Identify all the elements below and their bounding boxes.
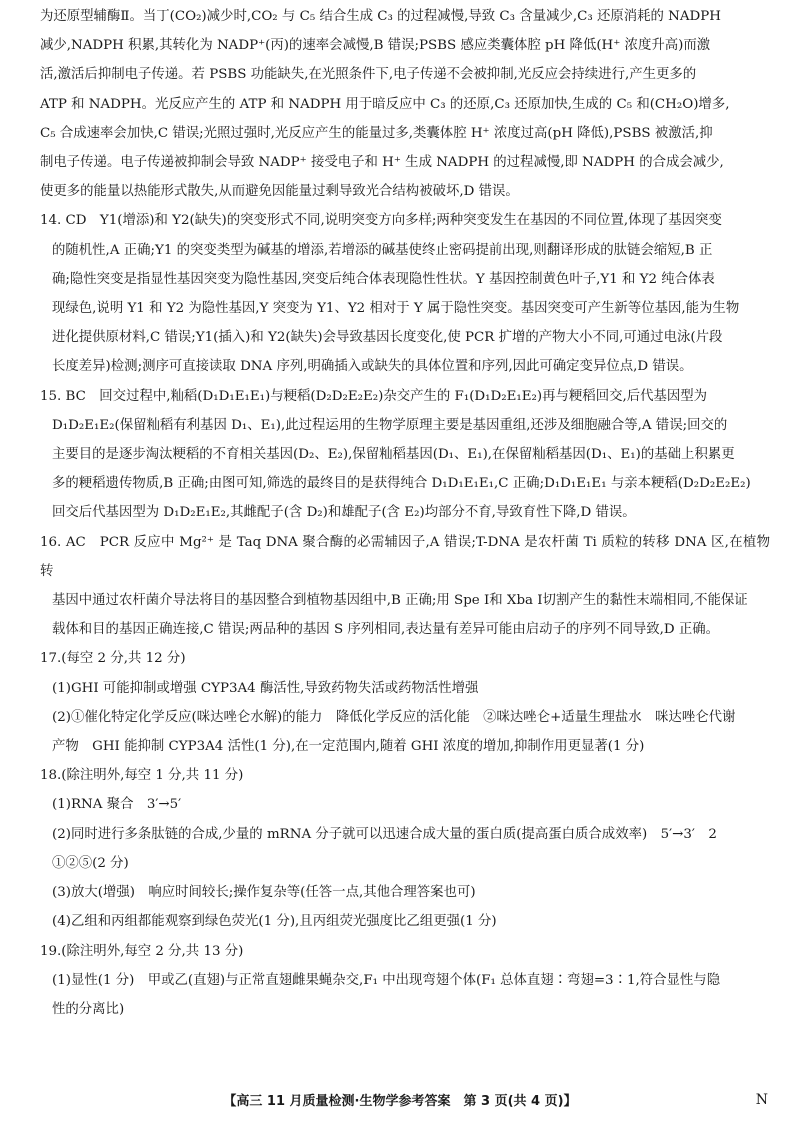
question-15	[40, 382, 770, 528]
text-line: D₁D₂E₁E₂(保留籼稻有利基因 D₁、E₁),此过程运用的生物学原理主要是基因重组,还涉及细胞融合等,A 错误;回交的	[52, 417, 728, 433]
text-line: 使更多的能量以热能形式散失,从而避免因能量过剩导致光合结构被破坏,D 错误。	[40, 184, 519, 200]
question-14	[40, 206, 770, 381]
text-line: 基因中通过农杆菌介导法将目的基因整合到植物基因组中,B 正确;用 Spe Ⅰ和 Xba Ⅰ切割产生的黏性末端相同,不能保证	[52, 593, 748, 609]
text-line: 回交后代基因型为 D₁D₂E₁E₂,其雌配子(含 D₂)和雄配子(含 E₂)均部分不育,导致育性下降,D 错误。	[52, 505, 636, 521]
text-line: 产物 GHI 能抑制 CYP3A4 活性(1 分),在一定范围内,随着 GHI 浓度的增加,抑制作用更显著(1 分)	[52, 739, 645, 755]
text-line: 减少,NADPH 积累,其转化为 NADP⁺(丙)的速率会减慢,B 错误;PSBS 感应类囊体腔 pH 降低(H⁺ 浓度升高)而激	[40, 38, 711, 54]
question-18	[40, 761, 770, 936]
text-line: 15. BC 回交过程中,籼稻(D₁D₁E₁E₁)与粳稻(D₂D₂E₂E₂)杂交产生的 F₁(D₁D₂E₁E₂)再与粳稻回交,后代基因型为	[40, 388, 708, 404]
text-line: 确;隐性突变是指显性基因突变为隐性基因,突变后纯合体表现隐性性状。Y 基因控制黄色叶子,Y1 和 Y2 纯合体表	[52, 271, 715, 287]
text-line: (2)同时进行多条肽链的合成,少量的 mRNA 分子就可以迅速合成大量的蛋白质(提高蛋白质合成效率) 5′→3′ 2	[52, 826, 717, 842]
text-line: 载体和目的基因正确连接,C 错误;两品种的基因 S 序列相同,表达量有差异可能由启动子的序列不同导致,D 正确。	[52, 622, 720, 638]
question-19	[40, 937, 770, 1025]
text-line: 性的分离比)	[52, 1001, 125, 1017]
q13-continuation	[40, 2, 770, 206]
question-heading: 19.(除注明外,每空 2 分,共 13 分)	[40, 943, 244, 959]
answer-content	[40, 2, 770, 1024]
text-line: 长度差异)检测;测序可直接读取 DNA 序列,明确插入或缺失的具体位置和序列,因此可确定变异位点,D 错误。	[52, 359, 693, 375]
text-line: 为还原型辅酶Ⅱ。当丁(CO₂)减少时,CO₂ 与 C₅ 结合生成 C₃ 的过程减慢,导致 C₃ 含量减少,C₃ 还原消耗的 NADPH	[40, 9, 721, 24]
text-line: 现绿色,说明 Y1 和 Y2 为隐性基因,Y 突变为 Y1、Y2 相对于 Y 属于隐性突变。基因突变可产生新等位基因,能为生物	[52, 301, 740, 317]
text-line: 16. AC PCR 反应中 Mg²⁺ 是 Taq DNA 聚合酶的必需辅因子,A 错误;T-DNA 是农杆菌 Ti 质粒的转移 DNA 区,在植物转	[40, 534, 770, 579]
text-line: (1)GHI 可能抑制或增强 CYP3A4 酶活性,导致药物失活或药物活性增强	[52, 680, 479, 696]
text-line: ATP 和 NADPH。光反应产生的 ATP 和 NADPH 用于暗反应中 C₃ 的还原,C₃ 还原加快,生成的 C₅ 和(CH₂O)增多,	[40, 96, 730, 112]
text-line: (3)放大(增强) 响应时间较长;操作复杂等(任答一点,其他合理答案也可)	[52, 885, 476, 901]
text-line: 的随机性,A 正确;Y1 的突变类型为碱基的增添,若增添的碱基使终止密码提前出现,则翻译形成的肽链会缩短,B 正	[52, 242, 713, 258]
footer-mark: N	[755, 1092, 768, 1108]
text-line: (2)①催化特定化学反应(咪达唑仑水解)的能力 降低化学反应的活化能 ②咪达唑仑+适量生理盐水 咪达唑仑代谢	[52, 709, 736, 725]
text-line: 活,激活后抑制电子传递。若 PSBS 功能缺失,在光照条件下,电子传递不会被抑制,光反应会持续进行,产生更多的	[40, 67, 697, 83]
text-line: (4)乙组和丙组都能观察到绿色荧光(1 分),且丙组荧光强度比乙组更强(1 分)	[52, 914, 497, 930]
text-line: (1)RNA 聚合 3′→5′	[52, 797, 182, 813]
text-line: ①②⑤(2 分)	[52, 855, 129, 871]
question-16	[40, 528, 770, 645]
question-heading: 17.(每空 2 分,共 12 分)	[40, 651, 186, 667]
text-line: 多的粳稻遗传物质,B 正确;由图可知,筛选的最终目的是获得纯合 D₁D₁E₁E₁,C 正确;D₁D₁E₁E₁ 与亲本粳稻(D₂D₂E₂E₂)	[52, 476, 751, 492]
question-17	[40, 644, 770, 761]
text-line: 14. CD Y1(增添)和 Y2(缺失)的突变形式不同,说明突变方向多样;两种突变发生在基因的不同位置,体现了基因突变	[40, 213, 722, 229]
page-footer: 【高三 11 月质量检测·生物学参考答案 第 3 页(共 4 页)】	[223, 1094, 577, 1109]
text-line: (1)显性(1 分) 甲或乙(直翅)与正常直翅雌果蝇杂交,F₁ 中出现弯翅个体(F₁ 总体直翅∶弯翅=3∶1,符合显性与隐	[52, 972, 721, 988]
question-heading: 18.(除注明外,每空 1 分,共 11 分)	[40, 768, 244, 784]
text-line: 主要目的是逐步淘汰粳稻的不育相关基因(D₂、E₂),保留籼稻基因(D₁、E₁),在保留籼稻基因(D₁、E₁)的基础上积累更	[52, 447, 735, 463]
text-line: C₅ 合成速率会加快,C 错误;光照过强时,光反应产生的能量过多,类囊体腔 H⁺ 浓度过高(pH 降低),PSBS 被激活,抑	[40, 125, 713, 141]
text-line: 进化提供原材料,C 错误;Y1(插入)和 Y2(缺失)会导致基因长度变化,使 PCR 扩增的产物大小不同,可通过电泳(片段	[52, 330, 723, 346]
text-line: 制电子传递。电子传递被抑制会导致 NADP⁺ 接受电子和 H⁺ 生成 NADPH 的过程减慢,即 NADPH 的合成会减少,	[40, 155, 724, 171]
